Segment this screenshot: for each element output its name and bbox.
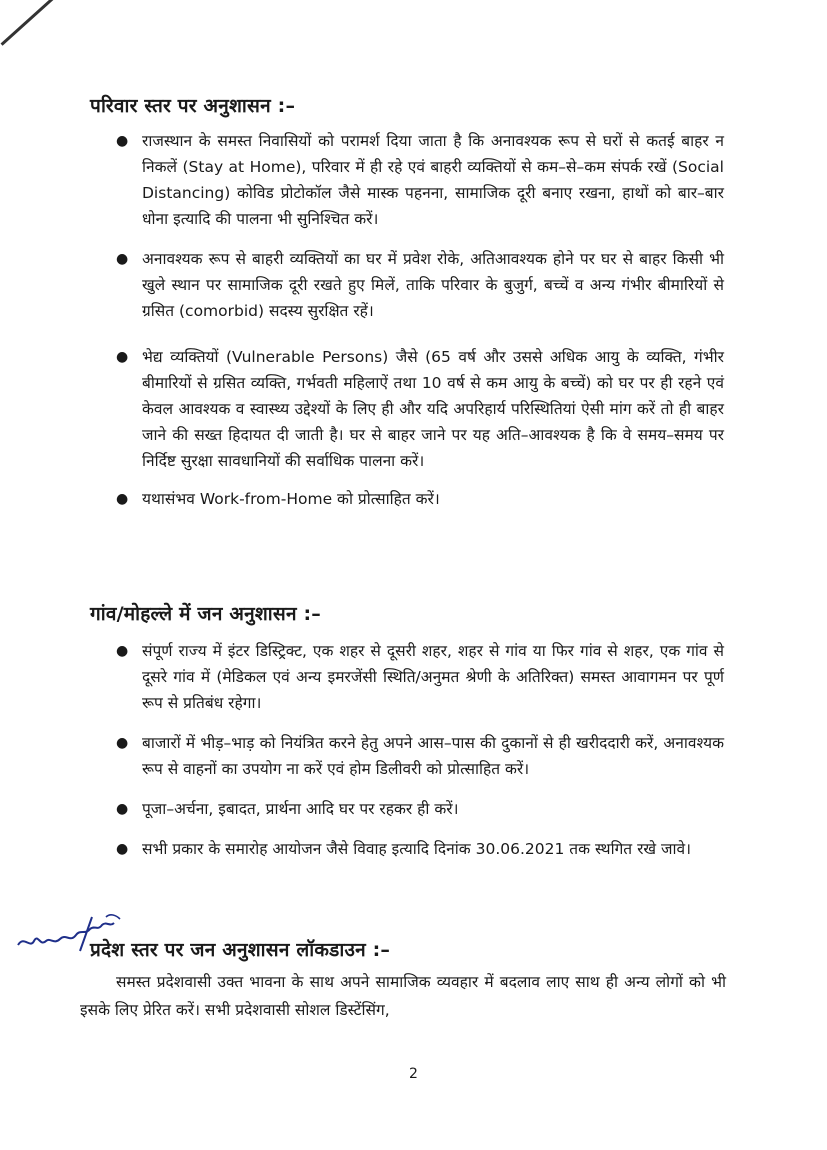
bullet-icon: ● bbox=[116, 643, 129, 659]
list-item bbox=[112, 486, 724, 512]
list-item-text: बाजारों में भीड़–भाड़ को नियंत्रित करने हेतु अपने आस–पास की दुकानों से ही खरीददारी करें, अनावश्यक रूप से वाहनों का उपयोग ना करें एवं होम डिलीवरी को प्रोत्साहित करें। bbox=[142, 734, 724, 778]
list-item bbox=[112, 638, 724, 716]
list-item-text: अनावश्यक रूप से बाहरी व्यक्तियों का घर में प्रवेश रोके, अतिआवश्यक होने पर घर से बाहर किसी भी खुले स्थान पर सामाजिक दूरी रखते हुए मिलें, ताकि परिवार के बुजुर्ग, बच्चें व अन्य गंभीर बीमारियों से ग्रसित (comorbid) सदस्य सुरक्षित रहें। bbox=[142, 250, 724, 320]
bullet-icon: ● bbox=[116, 251, 129, 267]
list-item bbox=[112, 730, 724, 782]
bullet-icon: ● bbox=[116, 735, 129, 751]
section-heading-state: प्रदेश स्तर पर जन अनुशासन लॉकडाउन :– bbox=[90, 939, 391, 961]
section-heading-village: गांव/मोहल्ले में जन अनुशासन :– bbox=[90, 603, 321, 625]
scan-edge-line bbox=[1, 0, 62, 46]
state-discipline-paragraph: समस्त प्रदेशवासी उक्त भावना के साथ अपने सामाजिक व्यवहार में बदलाव लाए साथ ही अन्य लोगों को भी इसके लिए प्रेरित करें। सभी प्रदेशवासी सोशल डिस्टेंसिंग, bbox=[80, 973, 726, 1019]
list-item-text: राजस्थान के समस्त निवासियों को परामर्श दिया जाता है कि अनावश्यक रूप से घरों से कतई बाहर न निकलें (Stay at Home), परिवार में ही रहे एवं बाहरी व्यक्तियों से कम–से–कम संपर्क रखें (Social Distancing) कोविड प्रोटोकॉल जैसे मास्क पहनना, सामाजिक दूरी बनाए रखना, हाथों को बार–बार धोना इत्यादि की पालना भी सुनिश्चित करें। bbox=[142, 132, 724, 228]
bullet-icon: ● bbox=[116, 133, 129, 149]
list-item bbox=[112, 344, 724, 474]
list-item-text: पूजा–अर्चना, इबादत, प्रार्थना आदि घर पर रहकर ही करें। bbox=[142, 800, 459, 818]
village-discipline-list bbox=[112, 638, 724, 862]
list-item-text: भेद्य व्यक्तियों (Vulnerable Persons) जैसे (65 वर्ष और उससे अधिक आयु के व्यक्ति, गंभीर बीमारियों से ग्रसित व्यक्ति, गर्भवती महिलाऐं तथा 10 वर्ष से कम आयु के बच्चें) को घर पर ही रहने एवं केवल आवश्यक व स्वास्थ्य उद्देश्यों के लिए ही और यदि अपरिहार्य परिस्थितियां ऐसी मांग करें तो ही बाहर जाने की सख्त हिदायत दी जाती है। घर से बाहर जाने पर यह अति–आवश्यक है कि वे समय–समय पर निर्दिष्ट सुरक्षा सावधानियों की सर्वाधिक पालना करें। bbox=[142, 348, 724, 470]
list-item bbox=[112, 836, 724, 862]
bullet-icon: ● bbox=[116, 349, 129, 365]
page-number: 2 bbox=[409, 1066, 418, 1082]
family-discipline-list bbox=[112, 128, 724, 512]
bullet-icon: ● bbox=[116, 841, 129, 857]
list-item-text: संपूर्ण राज्य में इंटर डिस्ट्रिक्ट, एक शहर से दूसरी शहर, शहर से गांव या फिर गांव से शहर, एक गांव से दूसरे गांव में (मेडिकल एवं अन्य इमरजेंसी स्थिति/अनुमत श्रेणी के अतिरिक्त) समस्त आवागमन पर पूर्ण रूप से प्रतिबंध रहेगा। bbox=[142, 642, 724, 712]
list-item bbox=[112, 246, 724, 324]
bullet-icon: ● bbox=[116, 801, 129, 817]
section-heading-family: परिवार स्तर पर अनुशासन :– bbox=[90, 95, 296, 117]
list-item bbox=[112, 128, 724, 232]
list-item-text: यथासंभव Work-from-Home को प्रोत्साहित करें। bbox=[142, 490, 440, 508]
list-item-text: सभी प्रकार के समारोह आयोजन जैसे विवाह इत्यादि दिनांक 30.06.2021 तक स्थगित रखे जावे। bbox=[142, 840, 692, 858]
list-item bbox=[112, 796, 724, 822]
bullet-icon: ● bbox=[116, 491, 129, 507]
